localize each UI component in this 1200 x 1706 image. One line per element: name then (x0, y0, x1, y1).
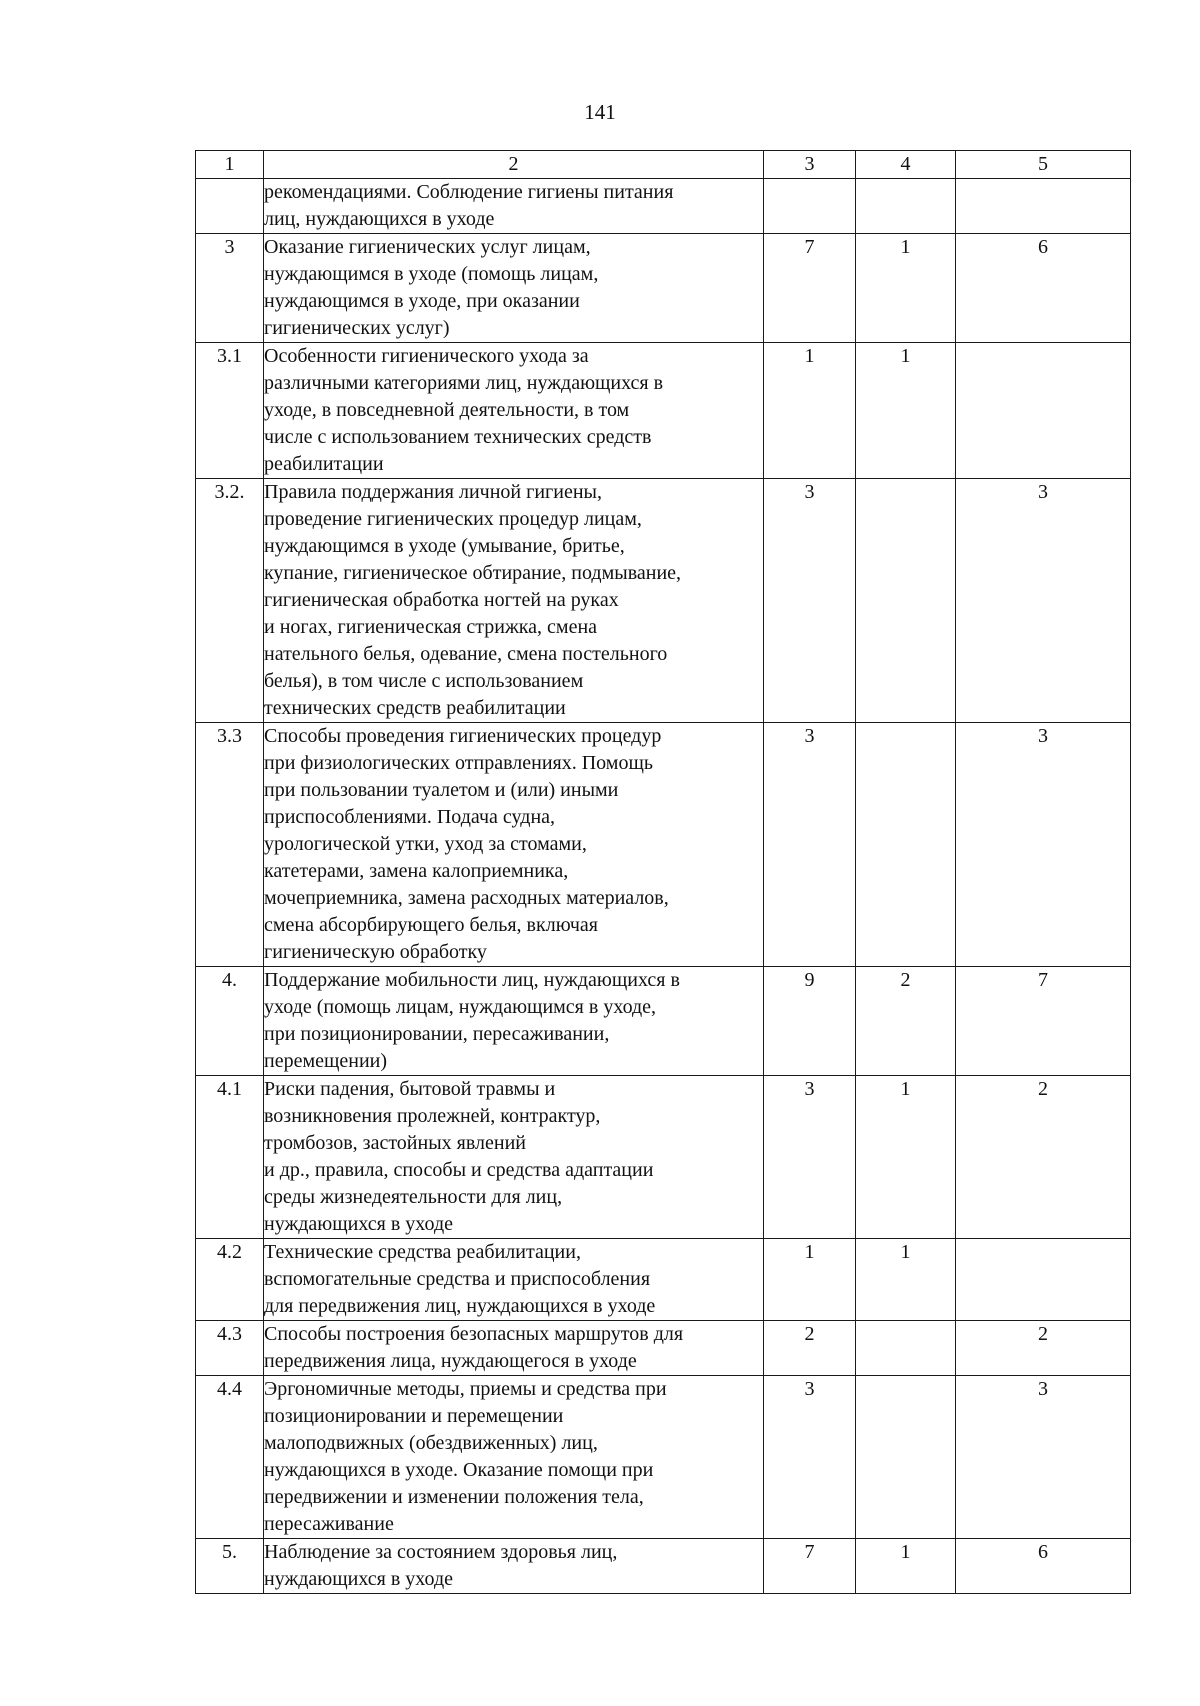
topic-line: гигиенических услуг) (264, 317, 450, 339)
topic-line: катетерами, замена калоприемника, (264, 860, 569, 882)
topic-line: при пользовании туалетом и (или) иными (264, 779, 619, 801)
topic-line: при позиционировании, пересаживании, (264, 1023, 610, 1045)
table-row (196, 179, 1131, 234)
topic-line: купание, гигиеническое обтирание, подмывание, (264, 562, 682, 584)
row-topic (264, 723, 764, 967)
curriculum-table (195, 150, 1131, 1594)
topic-line: уходе (помощь лицам, нуждающимся в уходе, (264, 996, 657, 1018)
topic-line: числе с использованием технических средств (264, 426, 652, 448)
row-number: 4.1 (196, 1076, 264, 1239)
topic-line: нуждающимся в уходе (помощь лицам, (264, 263, 599, 285)
table-row (196, 723, 1131, 967)
topic-line: Технические средства реабилитации, (264, 1241, 581, 1263)
topic-line: проведение гигиенических процедур лицам, (264, 508, 642, 530)
hours-col-5: 3 (956, 1376, 1131, 1539)
topic-line: технических средств реабилитации (264, 697, 566, 719)
topic-line: перемещении) (264, 1050, 388, 1072)
hours-col-3: 1 (764, 343, 856, 479)
hours-col-4 (856, 1376, 956, 1539)
topic-line: передвижения лица, нуждающегося в уходе (264, 1350, 637, 1372)
row-number: 4.3 (196, 1321, 264, 1376)
hours-col-5: 7 (956, 967, 1131, 1076)
table-body (196, 179, 1131, 1594)
row-topic (264, 1076, 764, 1239)
table-row (196, 1239, 1131, 1321)
hours-col-5 (956, 1239, 1131, 1321)
topic-line: при физиологических отправлениях. Помощь (264, 752, 653, 774)
topic-line: реабилитации (264, 453, 384, 475)
topic-line: тромбозов, застойных явлений (264, 1132, 526, 1154)
table-row (196, 343, 1131, 479)
hours-col-3: 1 (764, 1239, 856, 1321)
topic-line: вспомогательные средства и приспособления (264, 1268, 651, 1290)
topic-line: малоподвижных (обездвиженных) лиц, (264, 1432, 598, 1454)
topic-line: позиционировании и перемещении (264, 1405, 564, 1427)
hours-col-4: 1 (856, 343, 956, 479)
table-header-row (196, 151, 1131, 179)
topic-line: Особенности гигиенического ухода за (264, 345, 589, 367)
hours-col-5 (956, 179, 1131, 234)
topic-line: различными категориями лиц, нуждающихся в (264, 372, 664, 394)
row-number: 3.1 (196, 343, 264, 479)
hours-col-4: 1 (856, 1239, 956, 1321)
topic-line: возникновения пролежней, контрактур, (264, 1105, 601, 1127)
topic-line: нательного белья, одевание, смена постельного (264, 643, 668, 665)
table-row (196, 1076, 1131, 1239)
topic-line: лиц, нуждающихся в уходе (264, 208, 495, 230)
header-col-1: 1 (196, 151, 264, 179)
hours-col-4: 1 (856, 1539, 956, 1594)
header-col-5: 5 (956, 151, 1131, 179)
topic-line: Способы проведения гигиенических процедур (264, 725, 662, 747)
hours-col-4 (856, 1321, 956, 1376)
hours-col-5: 3 (956, 723, 1131, 967)
topic-line: гигиеническую обработку (264, 941, 487, 963)
topic-line: урологической утки, уход за стомами, (264, 833, 587, 855)
topic-line: уходе, в повседневной деятельности, в том (264, 399, 630, 421)
hours-col-4: 1 (856, 234, 956, 343)
hours-col-4 (856, 479, 956, 723)
hours-col-5: 3 (956, 479, 1131, 723)
topic-line: Правила поддержания личной гигиены, (264, 481, 602, 503)
hours-col-4 (856, 723, 956, 967)
topic-line: рекомендациями. Соблюдение гигиены питания (264, 181, 674, 203)
header-col-2: 2 (264, 151, 764, 179)
topic-line: для передвижения лиц, нуждающихся в уходе (264, 1295, 656, 1317)
topic-line: Способы построения безопасных маршрутов для (264, 1323, 684, 1345)
hours-col-3: 7 (764, 234, 856, 343)
table-row (196, 1376, 1131, 1539)
table-row (196, 1321, 1131, 1376)
topic-line: нуждающихся в уходе (264, 1213, 454, 1235)
topic-line: Эргономичные методы, приемы и средства при (264, 1378, 667, 1400)
topic-line: смена абсорбирующего белья, включая (264, 914, 599, 936)
table-row (196, 1539, 1131, 1594)
row-topic (264, 343, 764, 479)
topic-line: пересаживание (264, 1513, 394, 1535)
row-topic (264, 1539, 764, 1594)
page-number: 141 (584, 100, 616, 124)
row-topic (264, 1321, 764, 1376)
topic-line: и др., правила, способы и средства адаптации (264, 1159, 654, 1181)
topic-line: нуждающихся в уходе. Оказание помощи при (264, 1459, 654, 1481)
table-row (196, 967, 1131, 1076)
hours-col-3 (764, 179, 856, 234)
hours-col-3: 9 (764, 967, 856, 1076)
row-topic (264, 234, 764, 343)
row-topic (264, 1239, 764, 1321)
hours-col-5: 6 (956, 1539, 1131, 1594)
row-number: 3.3 (196, 723, 264, 967)
row-topic (264, 179, 764, 234)
topic-line: Оказание гигиенических услуг лицам, (264, 236, 591, 258)
topic-line: и ногах, гигиеническая стрижка, смена (264, 616, 598, 638)
hours-col-3: 3 (764, 479, 856, 723)
topic-line: Наблюдение за состоянием здоровья лиц, (264, 1541, 618, 1563)
hours-col-3: 3 (764, 1076, 856, 1239)
row-number: 3 (196, 234, 264, 343)
topic-line: нуждающихся в уходе (264, 1568, 454, 1590)
topic-line: белья), в том числе с использованием (264, 670, 584, 692)
row-number: 4. (196, 967, 264, 1076)
hours-col-5: 2 (956, 1076, 1131, 1239)
topic-line: Риски падения, бытовой травмы и (264, 1078, 556, 1100)
topic-line: Поддержание мобильности лиц, нуждающихся в (264, 969, 680, 991)
topic-line: приспособлениями. Подача судна, (264, 806, 556, 828)
topic-line: мочеприемника, замена расходных материалов, (264, 887, 669, 909)
hours-col-5: 6 (956, 234, 1131, 343)
hours-col-5: 2 (956, 1321, 1131, 1376)
topic-line: передвижении и изменении положения тела, (264, 1486, 644, 1508)
table-row (196, 234, 1131, 343)
topic-line: нуждающимся в уходе, при оказании (264, 290, 580, 312)
hours-col-3: 3 (764, 1376, 856, 1539)
hours-col-4: 2 (856, 967, 956, 1076)
header-col-3: 3 (764, 151, 856, 179)
table-row (196, 479, 1131, 723)
hours-col-3: 7 (764, 1539, 856, 1594)
row-topic (264, 1376, 764, 1539)
row-number: 3.2. (196, 479, 264, 723)
row-number: 4.4 (196, 1376, 264, 1539)
topic-line: нуждающимся в уходе (умывание, бритье, (264, 535, 625, 557)
topic-line: среды жизнедеятельности для лиц, (264, 1186, 563, 1208)
hours-col-3: 3 (764, 723, 856, 967)
row-number: 4.2 (196, 1239, 264, 1321)
row-topic (264, 479, 764, 723)
topic-line: гигиеническая обработка ногтей на руках (264, 589, 619, 611)
row-topic (264, 967, 764, 1076)
hours-col-4 (856, 179, 956, 234)
row-number: 5. (196, 1539, 264, 1594)
header-col-4: 4 (856, 151, 956, 179)
hours-col-3: 2 (764, 1321, 856, 1376)
hours-col-4: 1 (856, 1076, 956, 1239)
row-number (196, 179, 264, 234)
hours-col-5 (956, 343, 1131, 479)
